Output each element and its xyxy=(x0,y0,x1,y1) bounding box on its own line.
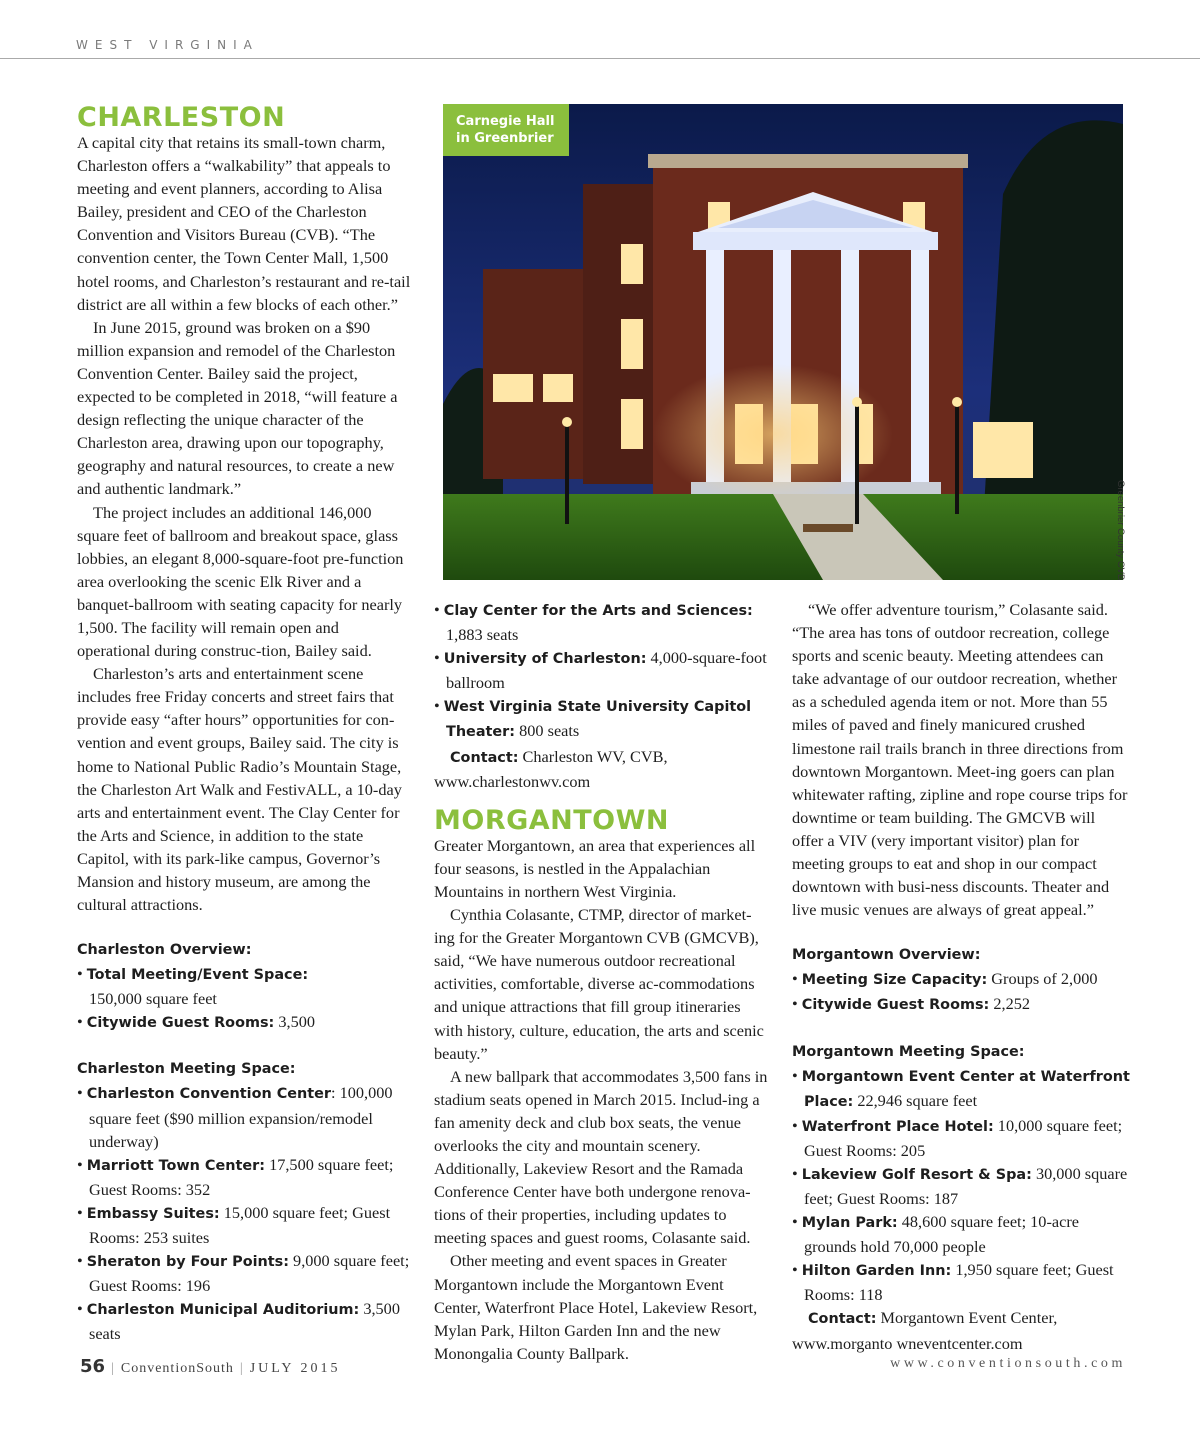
list-item: • Total Meeting/Event Space: 150,000 square feet xyxy=(77,964,309,1009)
article-paragraph: A capital city that retains its small-town charm, Charleston offers a “walkability” that appeals to meeting and event planners, according to Alisa Bailey, president and CEO of the Charleston Convention and Visitors Bureau (CVB). “The convention center, the Town Center Mall, 1,500 hotel rooms, and Charleston’s restaurant and re-tail district are all within a few blocks of each other.” xyxy=(77,133,411,314)
list-item: • Waterfront Place Hotel: 10,000 square feet; Guest Rooms: 205 xyxy=(792,1115,1123,1160)
article-paragraph: Cynthia Colasante, CTMP, director of market-ing for the Greater Morgantown CVB (GMCVB), said, “We have numerous outdoor recreational activities, comfortable, diverse ac-commodations and unique attractions that fill group itineraries with history, culture, education, the arts and scenic beauty.” xyxy=(434,905,764,1063)
morgantown-meeting-list xyxy=(792,1064,1130,1307)
list-item: • Citywide Guest Rooms: 3,500 xyxy=(77,1012,315,1032)
list-item: • Morgantown Event Center at Waterfront Place: 22,946 square feet xyxy=(792,1065,1130,1110)
charleston-meeting-list xyxy=(77,1081,413,1345)
list-item: • Charleston Municipal Auditorium: 3,500 seats xyxy=(77,1299,400,1344)
charleston-overview-list xyxy=(77,962,413,1035)
magazine-name: ConventionSouth xyxy=(120,1361,234,1376)
charleston-contact: Contact: Charleston WV, CVB, www.charlestonwv.com xyxy=(434,746,668,791)
list-item: • Marriott Town Center: 17,500 square feet; Guest Rooms: 352 xyxy=(77,1154,394,1199)
article-paragraph: “We offer adventure tourism,” Colasante said. “The area has tons of outdoor recreation, college sports and scenic beauty. Meeting attendees can take advantage of our outdoor recreation, whether as a scheduled agenda item or not. More than 55 miles of paved and finely manicured crushed limestone rail trails branch in three directions from downtown Morgantown. Meet-ing goers can plan whitewater rafting, zipline and rope course trips for downtime or team building. The GMCVB will offer a VIV (very important visitor) plan for meeting groups to eat and shop in our compact downtown with busi-ness discounts. Theater and live music venues are always of great appeal.” xyxy=(792,600,1128,920)
morgantown-overview-list xyxy=(792,967,1130,1017)
section-title-morgantown: MORGANTOWN xyxy=(434,804,670,836)
charleston-overview-heading: Charleston Overview: xyxy=(77,942,252,959)
list-item: • West Virginia State University Capitol Theater: 800 seats xyxy=(434,696,752,741)
list-item: • Charleston Convention Center: 100,000 square feet ($90 million expansion/remodel underway) xyxy=(77,1083,393,1151)
article-paragraph: Greater Morgantown, an area that experiences all four seasons, is nestled in the Appalachian Mountains in northern West Virginia. xyxy=(434,835,756,901)
header-rule xyxy=(0,58,1200,59)
list-item: • Meeting Size Capacity: Groups of 2,000 xyxy=(792,969,1098,989)
article-paragraph: In June 2015, ground was broken on a $90 million expansion and remodel of the Charleston Convention Center. Bailey said the project, expected to be completed in 2018, “will feature a design reflecting the unique character of the Charleston area, drawing upon our topography, geography and natural resources, to create a new and authentic landmark.” xyxy=(77,317,398,499)
list-item: • Hilton Garden Inn: 1,950 square feet; Guest Rooms: 118 xyxy=(792,1260,1114,1305)
photo-carnegie-hall xyxy=(443,104,1123,580)
morgantown-contact: Contact: Morgantown Event Center, www.morganto wneventcenter.com xyxy=(792,1308,1058,1353)
list-item: • Mylan Park: 48,600 square feet; 10-acre grounds hold 70,000 people xyxy=(792,1212,1079,1257)
section-title-charleston: CHARLESTON xyxy=(77,102,286,133)
photo-caption: Carnegie Hall in Greenbrier xyxy=(443,104,569,156)
charleston-meeting-heading: Charleston Meeting Space: xyxy=(77,1061,296,1078)
list-item: • Clay Center for the Arts and Sciences: 1,883 seats xyxy=(434,600,753,645)
morgantown-overview-heading: Morgantown Overview: xyxy=(792,947,981,964)
morgantown-meeting-heading: Morgantown Meeting Space: xyxy=(792,1043,1025,1060)
column-right xyxy=(792,598,1130,1355)
article-paragraph: A new ballpark that accommodates 3,500 fans in stadium seats opened in March 2015. Includ-ing a fan amenity deck and club box seats, the venue overlooks the city and mountain scenery. Additionally, Lakeview Resort and the Ramada Conference Center have both undergone renova-tions of their properties, including updates to meeting spaces and guest rooms, Colasante said. xyxy=(434,1066,768,1248)
running-head: WEST VIRGINIA xyxy=(76,38,259,52)
article-paragraph: The project includes an additional 146,000 square feet of ballroom and breakout space, glass lobbies, an elegant 8,000-square-foot pre-function area overlooking the scenic Elk River and a banquet-ballroom with seating capacity for nearly 1,500. The facility will remain open and operational during construc-tion, Bailey said. xyxy=(77,502,404,661)
list-item: • Sheraton by Four Points: 9,000 square feet; Guest Rooms: 196 xyxy=(77,1251,410,1296)
article-paragraph: Other meeting and event spaces in Greater Morgantown include the Morgantown Event Center, Waterfront Place Hotel, Lakeview Resort, Mylan Park, Hilton Garden Inn and the new Monongalia County Ballpark. xyxy=(434,1251,758,1363)
column-left xyxy=(77,102,413,1346)
charleston-meeting-list-continued xyxy=(434,598,772,745)
list-item: • University of Charleston: 4,000-square-foot ballroom xyxy=(434,648,767,693)
issue-date: JULY 2015 xyxy=(249,1361,341,1376)
article-paragraph: Charleston’s arts and entertainment scene includes free Friday concerts and street fairs that provide easy “after hours” opportunities for con-vention and event groups, Bailey said. The city is home to National Public Radio’s Mountain Stage, the Charleston Art Walk and FestivALL, a 10-day arts and entertainment event. The Clay Center for the Arts and Science, in addition to the state Capitol, with its park-like campus, Governor’s Mansion and history museum, are among the cultural attractions. xyxy=(77,664,402,915)
list-item: • Citywide Guest Rooms: 2,252 xyxy=(792,994,1030,1014)
footer-url: www.conventionsouth.com xyxy=(890,1356,1126,1371)
list-item: • Embassy Suites: 15,000 square feet; Guest Rooms: 253 suites xyxy=(77,1202,391,1248)
list-item: • Lakeview Golf Resort & Spa: 30,000 square feet; Guest Rooms: 187 xyxy=(792,1163,1128,1208)
photo-credit: Greenbrier County CVB xyxy=(1115,480,1126,581)
building-photo-illustration xyxy=(443,104,1123,580)
page-footer: 56 | ConventionSouth | JULY 2015 xyxy=(80,1356,341,1377)
column-middle xyxy=(434,598,772,1365)
page-number: 56 xyxy=(80,1356,106,1377)
